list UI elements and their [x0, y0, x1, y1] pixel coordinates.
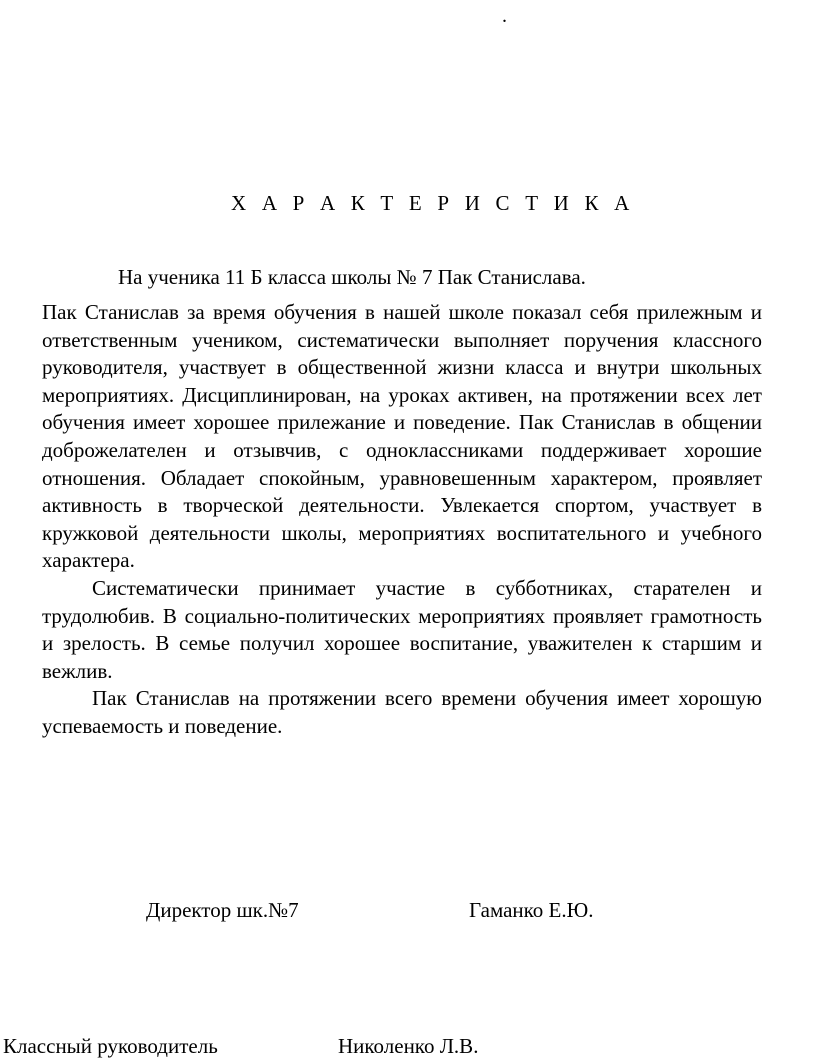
director-role: Директор шк.№7: [146, 898, 299, 922]
body-paragraph-1: Пак Станислав за время обучения в нашей школе показал себя прилежным и ответственным учеником, систематически выполняет поручения классного руководителя, участвует в общественной жизни класса и внутри школьных мероприятиях. Дисциплинирован, на уроках активен, на протяжении всех лет обучения имеет хорошее прилежание и поведение. Пак Станислав в общении доброжелателен и отзывчив, с одноклассниками поддерживает хорошие отношения. Обладает спокойным, уравновешенным характером, проявляет активность в творческой деятельности. Увлекается спортом, участвует в кружковой деятельности школы, мероприятиях воспитательного и учебного характера.: [42, 300, 762, 573]
class-teacher-role: Классный руководитель: [3, 1034, 218, 1058]
class-teacher-name: Николенко Л.В.: [338, 1034, 479, 1058]
header-dot: .: [502, 5, 507, 27]
document-body: [42, 299, 762, 741]
document-subject: На ученика 11 Б класса школы № 7 Пак Станислава.: [118, 265, 586, 289]
body-paragraph-2: Систематически принимает участие в субботниках, старателен и трудолюбив. В социально-политических мероприятиях проявляет грамотность и зрелость. В семье получил хорошее воспитание, уважителен к старшим и вежлив.: [42, 575, 762, 683]
body-paragraph-3: Пак Станислав на протяжении всего времени обучения имеет хорошую успеваемость и поведение.: [42, 686, 762, 738]
director-name: Гаманко Е.Ю.: [469, 898, 594, 922]
document-title: Х А Р А К Т Е Р И С Т И К А: [231, 191, 635, 215]
